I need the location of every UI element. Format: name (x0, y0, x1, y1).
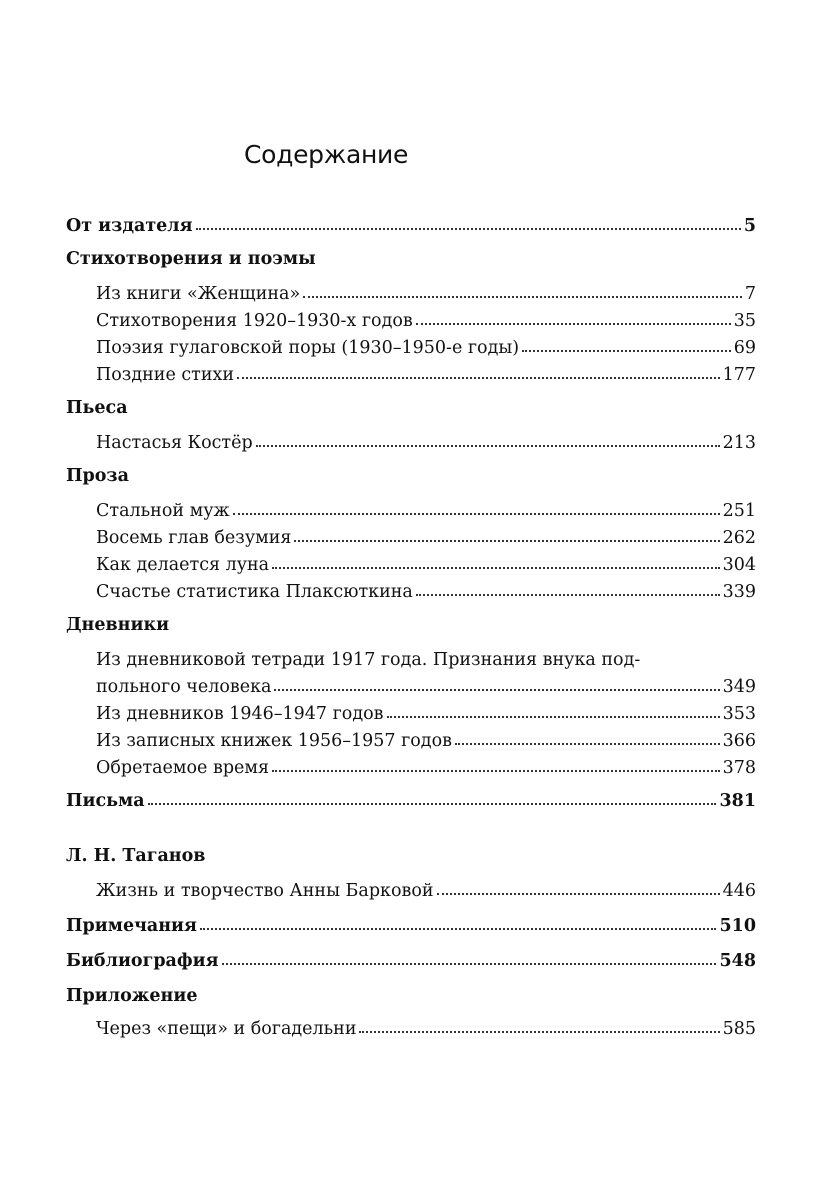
dot-leader (272, 756, 720, 774)
toc-entry (66, 308, 756, 335)
toc-page-number: 177 (722, 365, 756, 385)
toc-entry-label: Как делается луна (96, 555, 270, 575)
dot-leader (294, 526, 719, 544)
dot-leader (359, 1017, 719, 1035)
toc-page-number: 251 (722, 501, 756, 521)
dot-leader (256, 431, 720, 449)
table-of-contents (66, 213, 756, 1043)
toc-entry (66, 579, 756, 606)
toc-page-number: 446 (722, 881, 756, 901)
toc-page-number: 69 (733, 338, 756, 358)
toc-entry-label: Через «пещи» и богадельни (96, 1019, 357, 1039)
toc-entry-label: Настасья Костёр (96, 433, 253, 453)
dot-leader (272, 553, 719, 571)
dot-leader (274, 675, 719, 693)
dot-leader (387, 702, 720, 720)
toc-entry-bibliography (66, 948, 756, 975)
toc-page-number: 35 (733, 311, 756, 331)
dot-leader (455, 729, 720, 747)
toc-entry (66, 335, 756, 362)
toc-page-number: 381 (719, 791, 756, 811)
toc-page-number: 5 (743, 216, 756, 236)
toc-page-number: 548 (719, 951, 756, 971)
section-heading-play: Пьеса (66, 398, 128, 418)
toc-entry-label: Обретаемое время (96, 758, 270, 778)
toc-page-number: 510 (719, 916, 756, 936)
toc-entry-label: Счастье статистика Плаксюткина (96, 582, 413, 602)
toc-entry-label-line2: польного человека (96, 677, 272, 697)
toc-entry-label: Поэзия гулаговской поры (1930–1950-е годы) (96, 338, 520, 358)
dot-leader (200, 914, 717, 932)
toc-entry-label: Стихотворения 1920–1930-х годов (96, 311, 413, 331)
dot-leader (233, 499, 720, 517)
toc-entry-label: Восемь глав безумия (96, 528, 292, 548)
toc-entry-label-line1: Из дневниковой тетради 1917 года. Признания внука под- (96, 650, 641, 670)
toc-entry (66, 755, 756, 782)
toc-entry-publisher (66, 213, 756, 240)
toc-entry-label: Стальной муж (96, 501, 230, 521)
toc-page-number: 339 (722, 582, 756, 602)
dot-leader (522, 336, 731, 354)
toc-entry (66, 498, 756, 525)
dot-leader (416, 309, 731, 327)
toc-entry-label: Жизнь и творчество Анны Барковой (96, 881, 434, 901)
toc-page-number: 366 (722, 731, 756, 751)
toc-entry-label: Примечания (66, 916, 197, 936)
dot-leader (148, 789, 717, 807)
toc-page-number: 349 (722, 677, 756, 697)
toc-page-number: 7 (744, 284, 756, 304)
toc-entry (66, 552, 756, 579)
toc-entry-letters (66, 788, 756, 815)
toc-entry (66, 525, 756, 552)
dot-leader (196, 214, 741, 232)
toc-entry-notes (66, 913, 756, 940)
toc-entry-label: Из дневников 1946–1947 годов (96, 704, 384, 724)
toc-page-number: 353 (722, 704, 756, 724)
toc-page-number: 304 (722, 555, 756, 575)
toc-entry (66, 1016, 756, 1043)
toc-entry-label: Из записных книжек 1956–1957 годов (96, 731, 452, 751)
section-heading-author: Л. Н. Таганов (66, 846, 206, 866)
section-heading-appendix: Приложение (66, 986, 198, 1006)
toc-entry-label: Письма (66, 791, 145, 811)
toc-entry (66, 701, 756, 728)
toc-entry (66, 878, 756, 905)
toc-entry-label: Поздние стихи (96, 365, 235, 385)
toc-entry-continuation (66, 674, 756, 701)
dot-leader (222, 949, 717, 967)
toc-entry (66, 728, 756, 755)
toc-page-number: 213 (722, 433, 756, 453)
toc-entry (66, 430, 756, 457)
section-heading-poems: Стихотворения и поэмы (66, 249, 316, 269)
toc-entry (66, 362, 756, 389)
toc-page-number: 262 (722, 528, 756, 548)
toc-page-number: 585 (722, 1019, 756, 1039)
section-heading-prose: Проза (66, 466, 129, 486)
dot-leader (437, 879, 720, 897)
toc-entry-label: От издателя (66, 216, 193, 236)
dot-leader (237, 363, 720, 381)
toc-entry-label: Из книги «Женщина» (96, 284, 301, 304)
toc-page-number: 378 (722, 758, 756, 778)
toc-entry-multiline (66, 647, 756, 701)
toc-entry-label: Библиография (66, 951, 219, 971)
dot-leader (303, 282, 742, 300)
section-heading-diaries: Дневники (66, 615, 170, 635)
toc-entry (66, 281, 756, 308)
dot-leader (416, 580, 720, 598)
page-title: Содержание (243, 140, 409, 169)
